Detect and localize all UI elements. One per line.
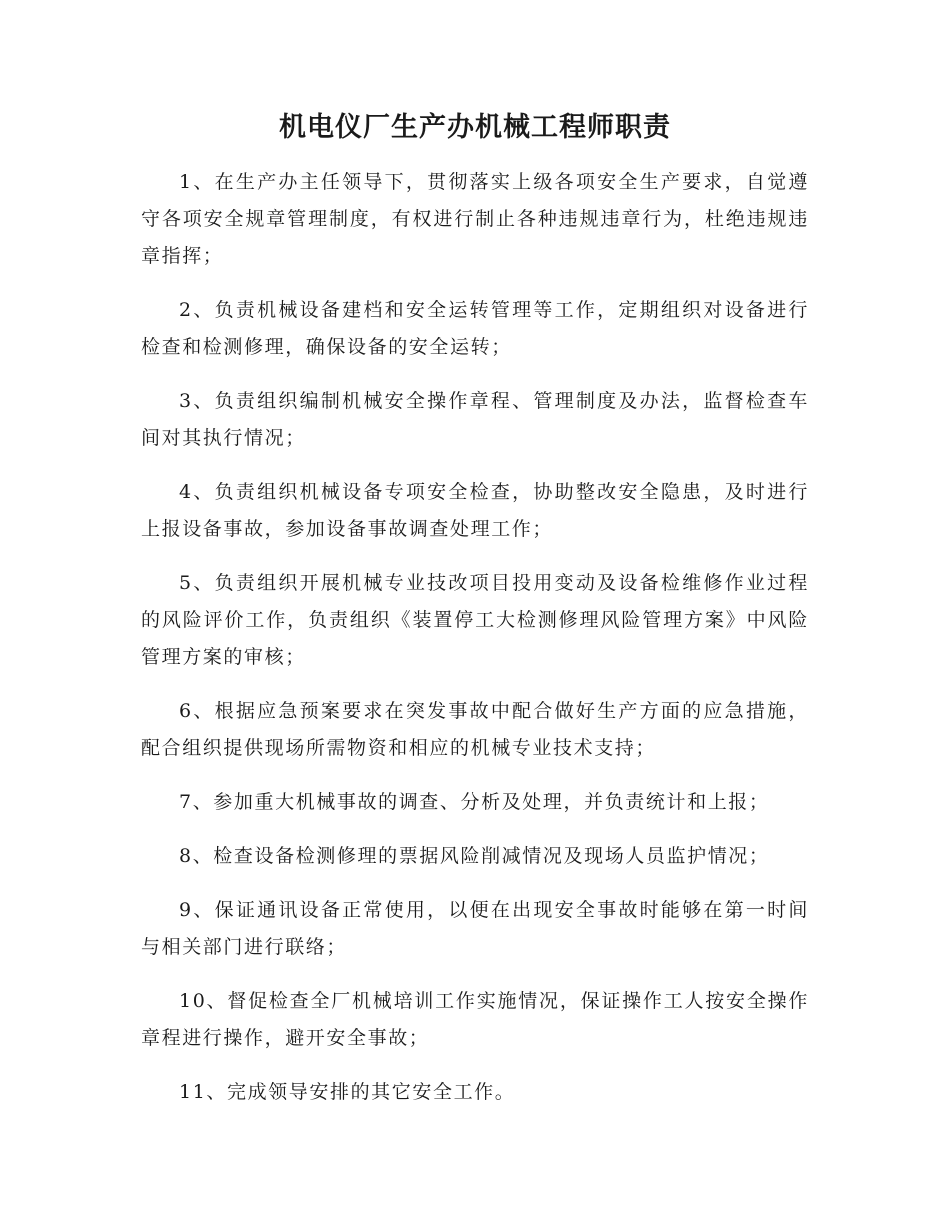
duty-paragraph: 6、根据应急预案要求在突发事故中配合做好生产方面的应急措施，配合组织提供现场所需物资和相应的机械专业技术支持； (141, 700, 809, 759)
document-title: 机电仪厂生产办机械工程师职责 (279, 112, 671, 143)
duty-paragraph: 5、负责组织开展机械专业技改项目投用变动及设备检维修作业过程的风险评价工作，负责组织《装置停工大检测修理风险管理方案》中风险管理方案的审核； (141, 572, 809, 668)
duty-paragraph: 11、完成领导安排的其它安全工作。 (179, 1081, 516, 1103)
duty-paragraph: 1、在生产办主任领导下，贯彻落实上级各项安全生产要求，自觉遵守各项安全规章管理制度，有权进行制止各种违规违章行为，杜绝违规违章指挥； (141, 171, 809, 267)
duty-paragraph: 9、保证通讯设备正常使用，以便在出现安全事故时能够在第一时间与相关部门进行联络； (141, 899, 809, 958)
duty-paragraph: 10、督促检查全厂机械培训工作实施情况，保证操作工人按安全操作章程进行操作，避开安全事故； (141, 990, 809, 1049)
duty-paragraph: 8、检查设备检测修理的票据风险削减情况及现场人员监护情况； (179, 845, 770, 867)
duty-paragraph: 7、参加重大机械事故的调查、分析及处理，并负责统计和上报； (179, 791, 770, 813)
duty-paragraph: 4、负责组织机械设备专项安全检查，协助整改安全隐患，及时进行上报设备事故，参加设备事故调查处理工作； (141, 481, 809, 540)
duty-paragraph: 2、负责机械设备建档和安全运转管理等工作，定期组织对设备进行检查和检测修理，确保设备的安全运转； (141, 299, 809, 358)
duty-paragraph: 3、负责组织编制机械安全操作章程、管理制度及办法，监督检查车间对其执行情况； (141, 390, 809, 449)
document-body (141, 164, 809, 1128)
